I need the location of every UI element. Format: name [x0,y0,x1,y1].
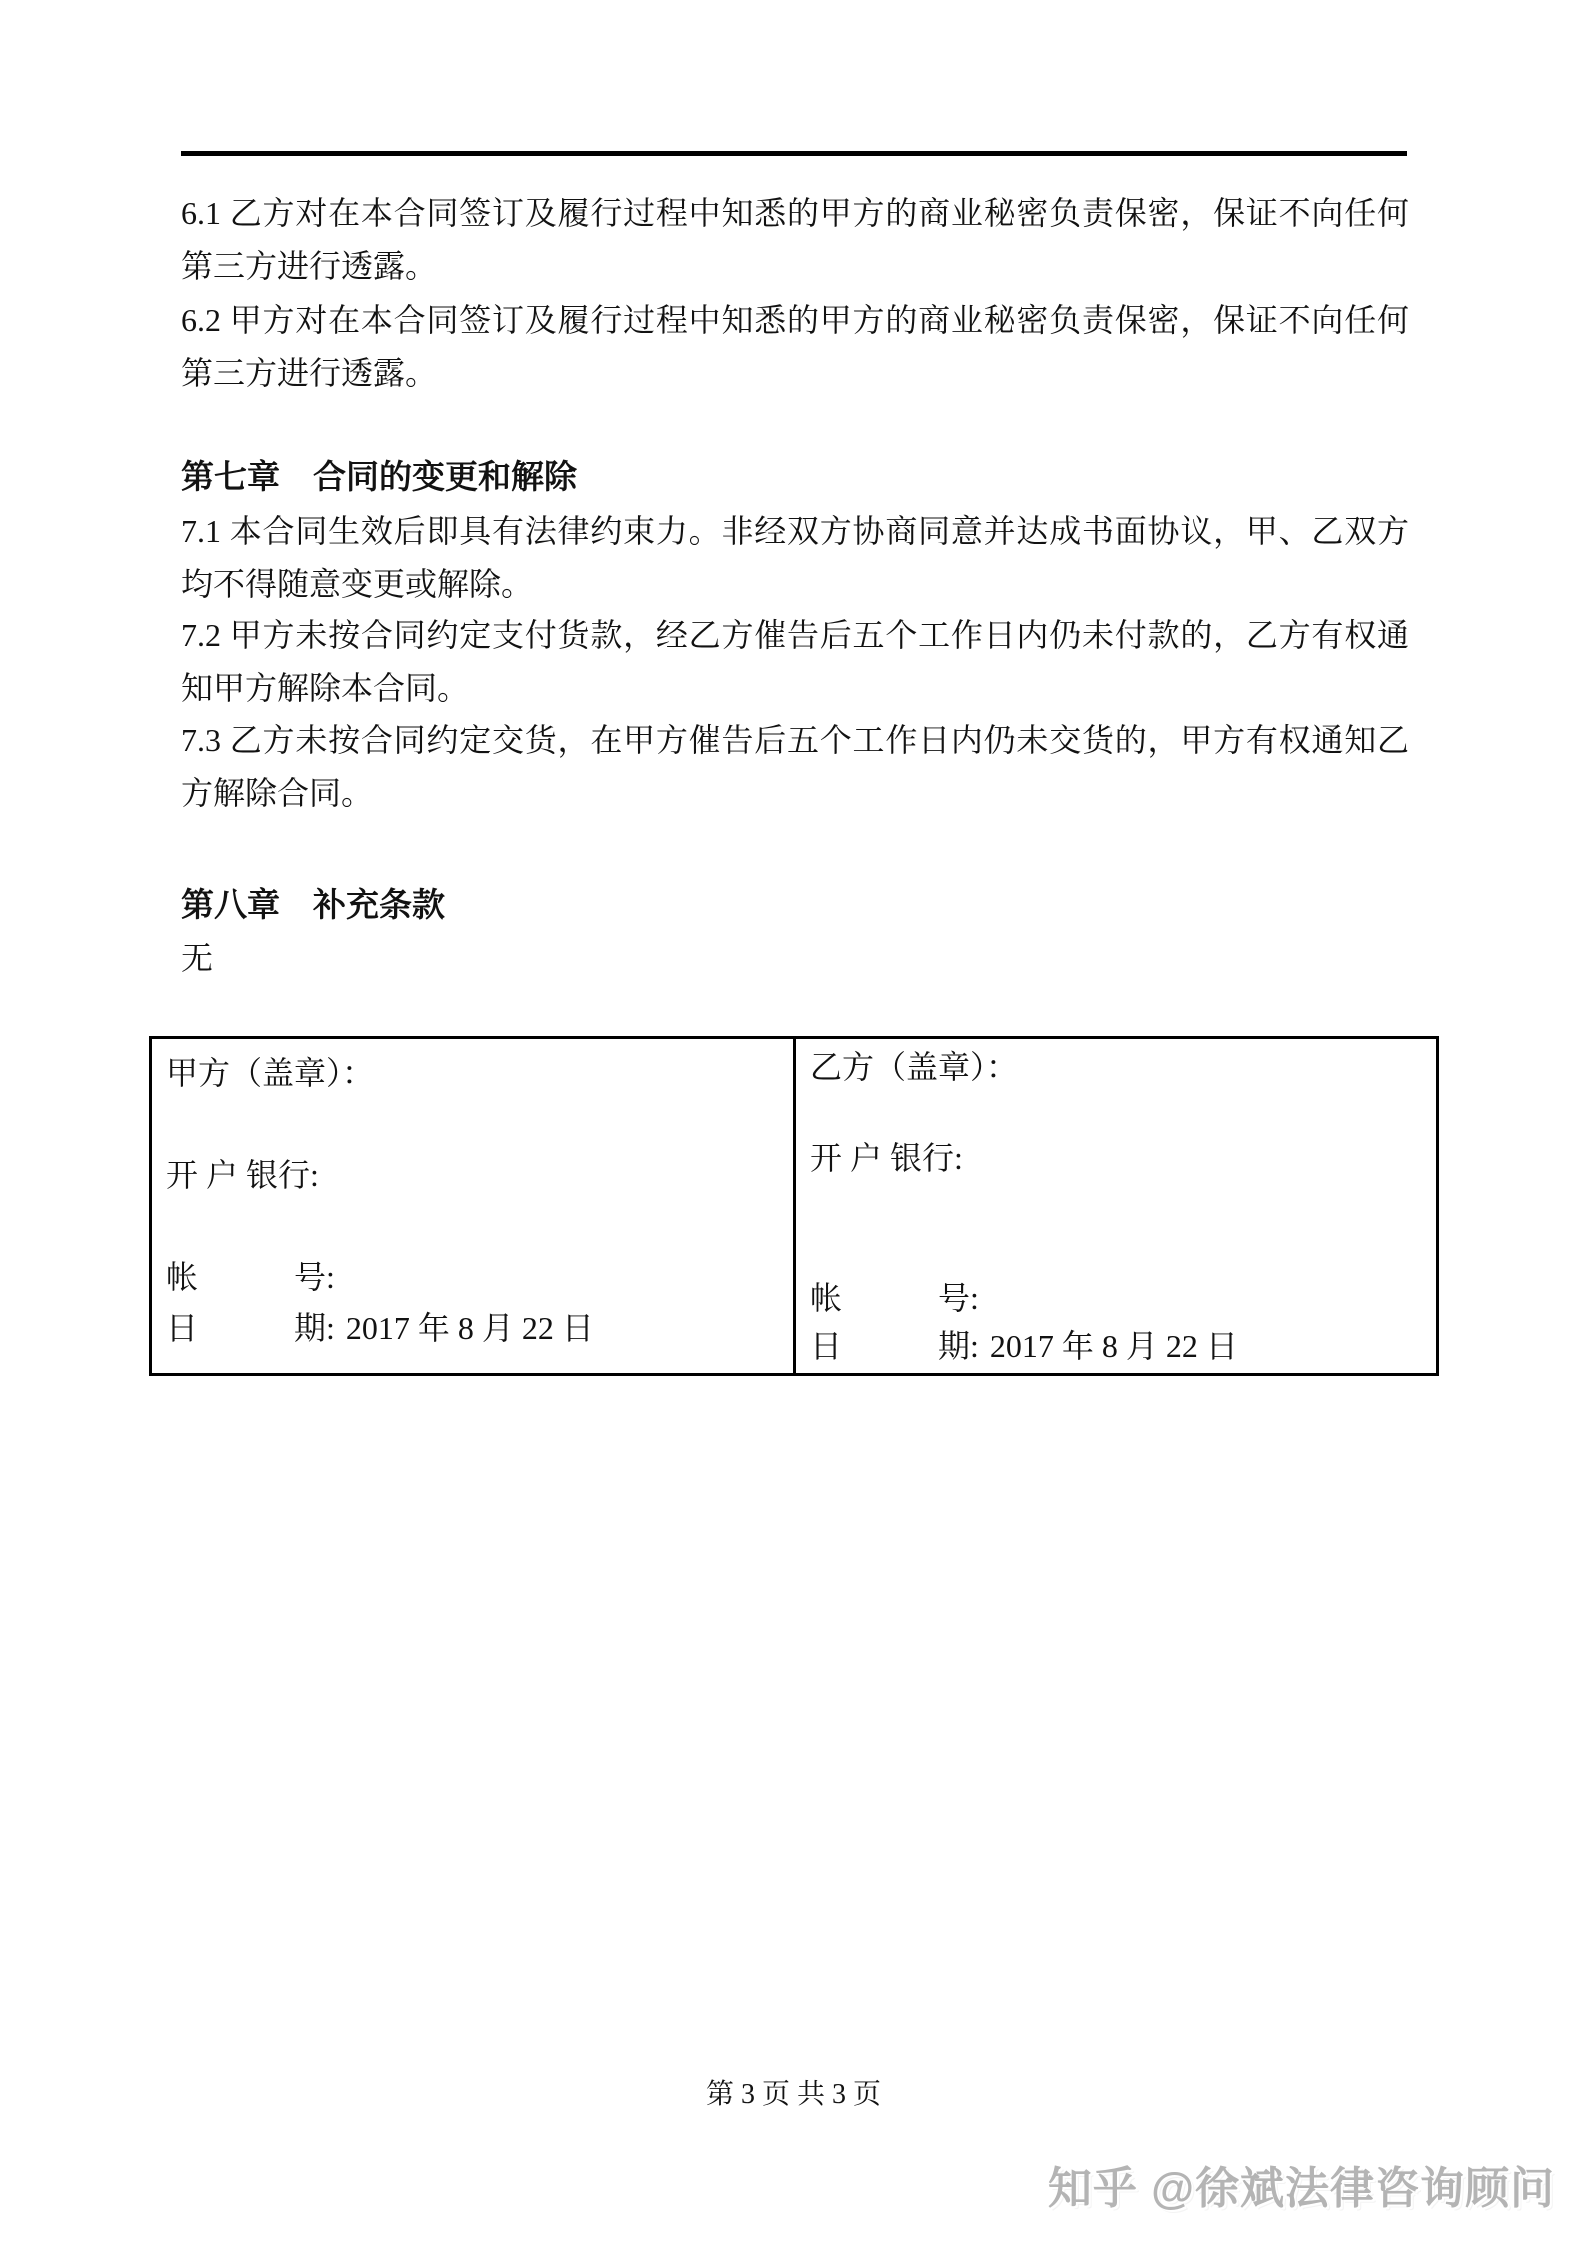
header-rule [181,151,1407,156]
party-a-date-line [166,1310,594,1346]
chapter-8-heading: 第八章 补充条款 [181,888,445,924]
party-b-cell [796,1039,1436,1373]
party-b-date-line [810,1328,1238,1364]
chapter-7-heading: 第七章 合同的变更和解除 [181,460,577,496]
party-a-bank-label: 开 户 银行: [166,1157,319,1193]
party-b-date-label: 日 期: [810,1328,979,1364]
party-b-seal-label: 乙方（盖章）： [810,1049,1019,1085]
clause-7-3: 7.3 乙方未按合同约定交货，在甲方催告后五个工作日内仍未交货的，甲方有权通知乙方解除合同。 [181,722,1409,811]
clause-6-1: 6.1 乙方对在本合同签订及履行过程中知悉的甲方的商业秘密负责保密，保证不向任何第三方进行透露。 [181,195,1409,284]
party-b-date-value: 2017 年 8 月 22 日 [989,1328,1238,1364]
party-b-account-label: 帐 号: [810,1280,979,1316]
clause-6-2: 6.2 甲方对在本合同签订及履行过程中知悉的甲方的商业秘密负责保密，保证不向任何第三方进行透露。 [181,302,1409,391]
clause-7-1: 7.1 本合同生效后即具有法律约束力。非经双方协商同意并达成书面协议，甲、乙双方均不得随意变更或解除。 [181,513,1409,602]
clause-7-2: 7.2 甲方未按合同约定支付货款，经乙方催告后五个工作日内仍未付款的，乙方有权通知甲方解除本合同。 [181,617,1409,706]
party-a-cell [152,1039,796,1373]
page-number-indicator: 第 3 页 共 3 页 [705,2079,881,2110]
party-a-account-label: 帐 号: [166,1259,335,1295]
party-a-date-value: 2017 年 8 月 22 日 [345,1310,594,1346]
watermark: 知乎 @徐斌法律咨询顾问 [1047,2164,1555,2213]
chapter-8-content: 无 [181,940,214,976]
signature-table [149,1036,1439,1376]
party-a-date-label: 日 期: [166,1310,335,1346]
party-a-seal-label: 甲方（盖章）： [166,1055,375,1091]
party-b-bank-label: 开 户 银行: [810,1140,963,1176]
